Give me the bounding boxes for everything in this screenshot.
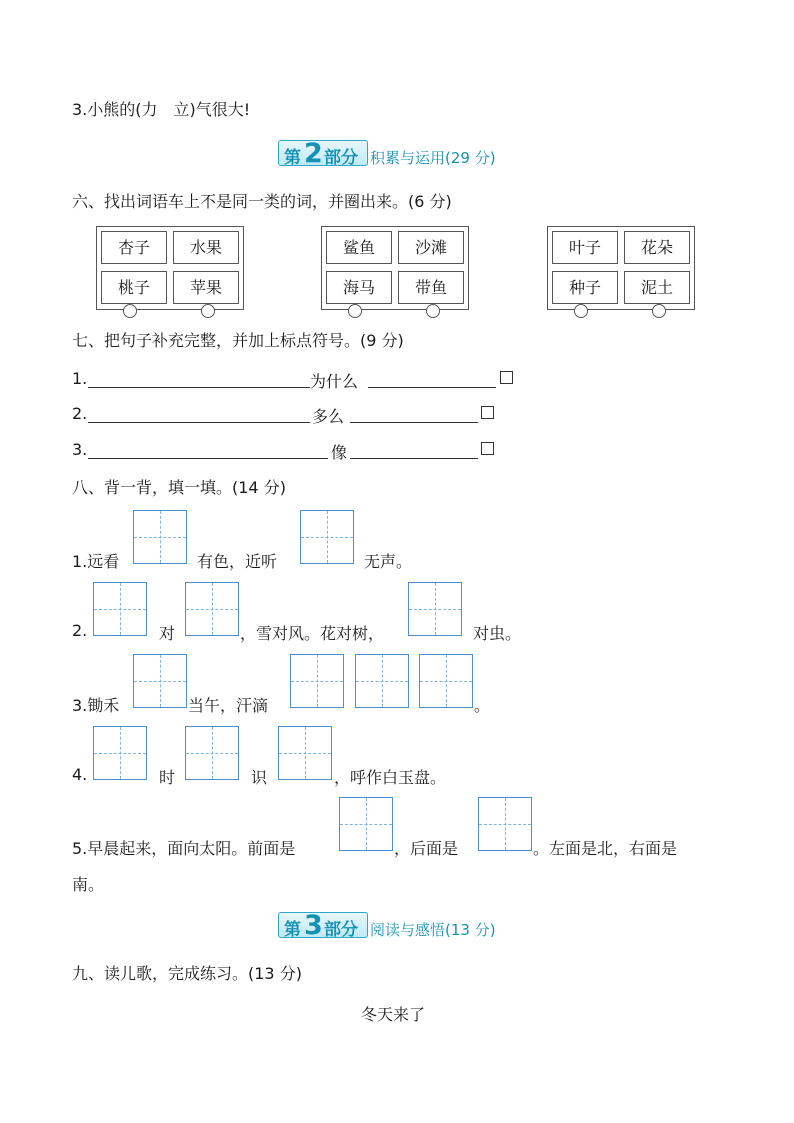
wheel-icon xyxy=(348,304,362,318)
tianzige-box[interactable] xyxy=(185,726,239,780)
tianzige-box[interactable] xyxy=(133,510,187,564)
wheel-icon xyxy=(652,304,666,318)
badge-prefix: 第 xyxy=(284,920,301,940)
poem-line-2-text: 对 xyxy=(159,624,176,643)
punctuation-box[interactable] xyxy=(500,371,513,384)
sentence-3-number: 3. xyxy=(72,440,88,459)
section-badge xyxy=(278,138,368,169)
badge-number: 2 xyxy=(304,138,323,169)
wheel-icon xyxy=(201,304,215,318)
sentence-2-number: 2. xyxy=(72,404,88,423)
word-cell[interactable]: 叶子 xyxy=(552,231,618,264)
word-cell[interactable]: 沙滩 xyxy=(398,231,464,264)
section-label: 积累与运用(29 分) xyxy=(370,149,496,167)
word-cell[interactable]: 种子 xyxy=(552,271,618,304)
word-cell[interactable]: 鲨鱼 xyxy=(326,231,392,264)
question-7-title: 七、把句子补充完整，并加上标点符号。(9 分) xyxy=(72,331,404,350)
word-cart-2 xyxy=(321,226,469,310)
sentence-1-blank-a[interactable] xyxy=(88,369,310,388)
sentence-3-word: 像 xyxy=(331,443,348,462)
poem-line-2-text: 2. xyxy=(72,621,88,640)
word-cart-3 xyxy=(547,226,695,310)
poem-line-3-text: 。 xyxy=(474,696,491,715)
sentence-1-blank-b[interactable] xyxy=(368,369,496,388)
question-8-title: 八、背一背，填一填。(14 分) xyxy=(72,478,286,497)
tianzige-box[interactable] xyxy=(290,654,344,708)
tianzige-box[interactable] xyxy=(478,797,532,851)
section-badge xyxy=(278,910,368,941)
question-line-3: 3.小熊的(力 立)气很大! xyxy=(72,100,251,119)
poem-line-5-text: ，后面是 xyxy=(394,839,459,858)
word-cell[interactable]: 杏子 xyxy=(101,231,167,264)
section-label: 阅读与感悟(13 分) xyxy=(370,921,496,939)
tianzige-box[interactable] xyxy=(300,510,354,564)
poem-line-5-text: 南。 xyxy=(72,875,105,894)
tianzige-box[interactable] xyxy=(339,797,393,851)
sentence-1-word: 为什么 xyxy=(310,372,359,391)
word-cell[interactable]: 水果 xyxy=(173,231,239,264)
poem-line-4-text: 时 xyxy=(159,768,176,787)
tianzige-box[interactable] xyxy=(133,654,187,708)
punctuation-box[interactable] xyxy=(481,442,494,455)
tianzige-box[interactable] xyxy=(408,582,462,636)
punctuation-box[interactable] xyxy=(481,406,494,419)
poem-line-4-text: ，呼作白玉盘。 xyxy=(334,768,447,787)
tianzige-box[interactable] xyxy=(185,582,239,636)
badge-suffix: 部分 xyxy=(324,148,358,168)
word-cell[interactable]: 海马 xyxy=(326,271,392,304)
poem-line-5-text: 。左面是北，右面是 xyxy=(533,839,678,858)
tianzige-box[interactable] xyxy=(355,654,409,708)
word-cell[interactable]: 带鱼 xyxy=(398,271,464,304)
badge-number: 3 xyxy=(304,910,323,941)
tianzige-box[interactable] xyxy=(93,726,147,780)
poem-line-4-text: 4. xyxy=(72,765,88,784)
poem-line-1-text: 无声。 xyxy=(364,552,413,571)
tianzige-box[interactable] xyxy=(419,654,473,708)
poem-line-4-text: 识 xyxy=(251,768,268,787)
wheel-icon xyxy=(574,304,588,318)
tianzige-box[interactable] xyxy=(278,726,332,780)
badge-prefix: 第 xyxy=(284,148,301,168)
word-cell[interactable]: 苹果 xyxy=(173,271,239,304)
poem-line-1-text: 1.远看 xyxy=(72,552,120,571)
sentence-3-blank-a[interactable] xyxy=(88,440,328,459)
sentence-1-number: 1. xyxy=(72,369,88,388)
poem-line-3-text: 当午，汗滴 xyxy=(188,696,269,715)
sentence-2-blank-a[interactable] xyxy=(88,404,310,423)
poem-line-5-text: 5.早晨起来，面向太阳。前面是 xyxy=(72,839,296,858)
sentence-3-blank-b[interactable] xyxy=(350,440,478,459)
sentence-2-blank-b[interactable] xyxy=(350,404,478,423)
question-9-title: 九、读儿歌，完成练习。(13 分) xyxy=(72,964,302,983)
badge-suffix: 部分 xyxy=(324,920,358,940)
poem-line-1-text: 有色，近听 xyxy=(197,552,278,571)
word-cell[interactable]: 泥土 xyxy=(624,271,690,304)
wheel-icon xyxy=(426,304,440,318)
question-6-title: 六、找出词语车上不是同一类的词，并圈出来。(6 分) xyxy=(72,192,452,211)
word-cell[interactable]: 花朵 xyxy=(624,231,690,264)
sentence-2-word: 多么 xyxy=(312,407,345,426)
poem-title: 冬天来了 xyxy=(361,1005,426,1024)
word-cart-1 xyxy=(96,226,244,310)
wheel-icon xyxy=(123,304,137,318)
poem-line-2-text: 对虫。 xyxy=(473,624,522,643)
poem-line-3-text: 3.锄禾 xyxy=(72,696,120,715)
poem-line-2-text: ，雪对风。花对树， xyxy=(240,624,385,643)
tianzige-box[interactable] xyxy=(93,582,147,636)
word-cell[interactable]: 桃子 xyxy=(101,271,167,304)
